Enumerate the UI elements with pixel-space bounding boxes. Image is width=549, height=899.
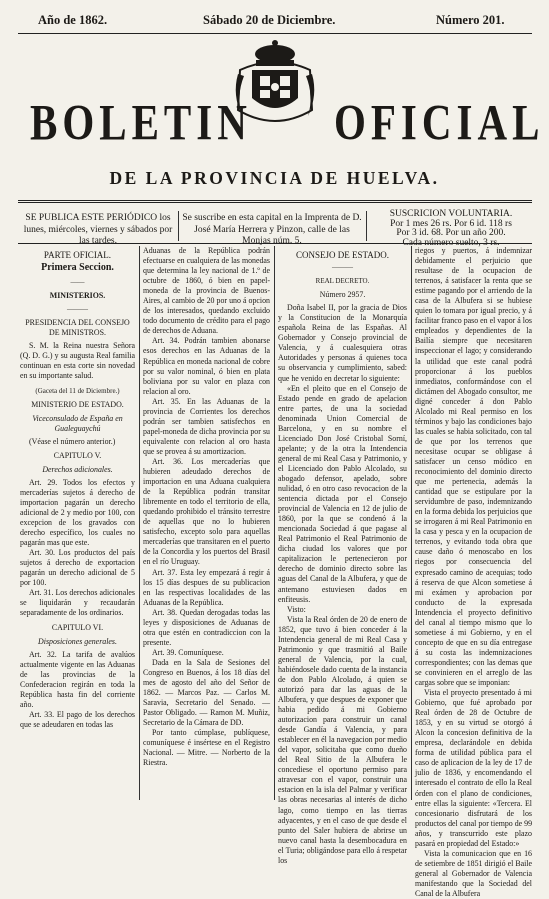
masthead-rule	[18, 200, 532, 203]
section-heading: Viceconsulado de España en Gualeguaychú	[32, 413, 123, 433]
separator: ———	[332, 263, 353, 272]
paragraph: Vista la comunicacion que en 16 de setiembre de 1851 dirigió el Baile general al Gobernador de Valencia manifestando que la Sociedad del Canal de la Albufera	[415, 848, 532, 898]
section-heading: PARTE OFICIAL.	[43, 250, 112, 260]
chapter-subtitle: Derechos adicionales.	[42, 464, 113, 474]
column-divider	[274, 246, 275, 800]
separator: ——	[70, 278, 85, 287]
paragraph: Art. 39. Comuníquese.	[152, 647, 224, 657]
column-divider	[411, 246, 412, 800]
column-divider	[139, 246, 140, 800]
column-2	[143, 246, 270, 800]
masthead-subtitle: DE LA PROVINCIA DE HUELVA.	[109, 168, 440, 188]
section-heading: PRESIDENCIA DEL CONSEJO DE MINISTROS.	[25, 318, 130, 338]
section-heading: CONSEJO DE ESTADO.	[295, 250, 390, 260]
subscription-address: Se suscribe en esta capital en la Imprenta de D. José María Herrera y Pinzon, calle de las Monjas núm. 5.	[182, 213, 362, 246]
issue-number: Número 201.	[436, 13, 505, 27]
paragraph: Aduanas de la República podrán efectuarse en cualquiera de las monedas que determina la ley nacional de 1.º de octubre de 1860, ó bien en papel-moneda de la provincia de Buenos-Aires, al cambio de 20 por uno á opcion de los interesados, quedando excluido todo documento de crédito para el pago de derechos de Aduana.	[143, 246, 270, 336]
paragraph: Art. 38. Quedan derogadas todas las leyes y disposiciones de Aduanas de otra que estén en contradiccion con la presente.	[143, 607, 270, 647]
section-heading: MINISTERIOS.	[49, 291, 106, 301]
paragraph: Dada en la Sala de Sesiones del Congreso en Buenos, á los 18 días del mes de agosto del año del Señor de 1862. — Marcos Paz. — Carlos M. Saravia, Secretario del Senado. — Pastor Obligado. — Ramon M. Muñiz, Secretario de la Cámara de DD.	[143, 657, 270, 728]
separator: ———	[67, 305, 88, 314]
column-1	[20, 246, 135, 800]
paragraph: Art. 30. Los productos del país sujetos á derecho de exportacion pagarán un derecho adicional de 5 por 100.	[20, 548, 135, 588]
price-line: Por 3 id. 68. Por un año 200.	[396, 228, 506, 238]
price-line: Cada número suelto, 3 rs.	[402, 237, 500, 248]
paragraph: Vista el proyecto presentado á mi Gobierno, que fué aprobado por Real órden de 28 de Octubre de 1853, y en su virtud se otorgó á Alcon la concesion definitiva de la empresa, declarándole en debida forma de utilidad pública para el caso de aplicacion de la ley de 17 de julio de 1836, y encomendando el interesado el contrato de ello la Real órden con el plano de condiciones, entre ellas la siguiente: «Tercera. El concesionario disfrutará de los productos del canal por tiempo de 99 años, y transcurrido este plazo pasará en propiedad del Estado:»	[415, 688, 533, 848]
column-3	[278, 246, 407, 865]
chapter-heading: CAPITULO V.	[53, 450, 102, 460]
prices-title: SUSCRICION VOLUNTARIA.	[389, 209, 513, 219]
paragraph: Art. 37. Esta ley empezará á regir á los 15 días despues de su publicacion en las respectivas localidades de las Aduanas de la República.	[143, 567, 270, 607]
section-heading: REAL DECRETO.	[315, 277, 370, 286]
paragraph: Art. 31. Los derechos adicionales se liquidarán y recaudarán separadamente de los ordinarios.	[20, 588, 135, 618]
info-divider	[366, 211, 367, 241]
paragraph: «En el pleito que en el Consejo de Estado pende en grado de apelacion entre partes, de una la sociedad denominada Union Comercial de Barcelona, y en su nombre el Licenciado Don José Cristobal Sorní, apelante; y de la otra la Intendencia general de mi Real Casa y Patrimonio, y el Licenciado don Pablo Alcolado, su abogado defensor, apelado, sobre nulidad, ó en otro caso revocacion de la sentencia dictada por el Consejo provincial de Valencia en 12 de julio de 1860, por la que se condenó á la mencionada Sociedad á que pagase al Real Patrimonio el Real Patrimonio de dicha ciudad los valores que por capitalizacion le pertenecieron por derecho de dominio directo sobre las aguas del Canal de la Albufera, y que de antemano estuviesen dados en enfiteusis.	[278, 383, 407, 604]
paragraph: Art. 29. Todos los efectos y mercaderías sujetos á derecho de importacion pagarán un derecho adicional de 2 y medio por 100, con excepcion de los gravados con derecho específico, los cuales no pagarán mas que este.	[20, 477, 135, 548]
paragraph: Vista la Real órden de 20 de enero de 1852, que tuvo á bien conceder á la Intendencia general de mi Real Casa y Patrimonio y que trasmitió al Baile general de Valencia, por la cual, habiéndosele dado cuenta de la instancia de don Pablo Alcolado, á quien se autorizó para dar las aguas de la Albufera, y que despues de exponer que habia pedido á mi Gobierno autorizacion para construir un canal desde Gandía á Valencia, y para establecer en él la navegacion por medio del vapor, solicitaba que como dueño del Real Sitio de la Albufera le concediese el oportuno permiso para atravesar con el vapor, construir una estacion en la isla del Palmar y verificar las obras necesarias al interés de dicho lago, como tiempo en las tierras adyacentes, y en el caso de que desde el punto del Saler hubiera de abrirse un nuevo canal hasta la desembocadura en el Turia; obligándose para ello á respetar los	[278, 614, 407, 865]
chapter-heading: CAPITULO VI.	[51, 622, 104, 632]
paragraph: Art. 35. En las Aduanas de la provincia de Corrientes los derechos podrán ser tambien satisfechos en papel-moneda de dicha provincia por su equivalente con relacion al oro hasta que se provea á su amortizacion.	[143, 396, 270, 456]
paragraph: riegos y puertos, á indemnizar debidamente el perjuicio que resultase de la ocupacion de terrenos, á satisfacer la renta que se estime pagando por el arriendo de la casa de la Albufera si se hubiese quien lo tomara por igual precio, y á facilitar franco paso en el vapor á los empleados y dependientes de la Bailía siempre que necesitaren inspeccionar el lago; y considerando la utilidad que este canal podrá proporcionar á los pueblos inmediatos, conformándose con el dictámen del Abogado consultor, me digné conceder á don Pablo Alcolado mi Real permiso en los términos y bajo las condiciones bajo las cuales se habia solicitado, con tal de que por los terrenos que necesitase ocupar se obligase á satisfacer un censo módico en reconocimiento del dominio directo que me pertenecia, además la cantidad que se estipulare por la servidumbre de paso, indemnizando en la forma debida los perjuicios que se irrogaren á mi Real Patrimonio en la casa y pesca y en la ocupacion de terrenos, y evitando toda obra que cause daño ó menoscabo en los riegos por consecuencia del expresado camino de acequias; todo á reserva de que Alcon sometiese á mi exámen y aprobacion por conducto de la expresada Intendencia el proyecto definitivo del canal al tiempo mismo que lo sometiese á mi Gobierno, y en el concepto de que en su día entregase á su costa las indemnizaciones correspondientes; con las demas que se convinieren en el arreglo de las cargas sobre que se imponian:	[415, 246, 532, 688]
paragraph: (Véase el número anterior.)	[29, 436, 116, 446]
column-4	[415, 246, 533, 898]
source-note: (Gaceta del 11 de Diciembre.)	[35, 386, 120, 395]
chapter-subtitle: Disposiciones generales.	[38, 636, 117, 646]
paragraph: Art. 34. Podrán tambien abonarse esos derechos en las Aduanas de la República en moneda nacional de cobre por su valor nominal, ó bien en plata boliviana por su valor en plaza con relacion al oro.	[143, 336, 270, 396]
issue-year: Año de 1862.	[38, 13, 108, 27]
section-heading: Primera Seccion.	[41, 262, 114, 274]
info-rule	[18, 243, 532, 244]
top-rule	[18, 33, 532, 34]
info-divider	[178, 211, 179, 241]
section-heading: Número 2957.	[319, 290, 366, 300]
publication-schedule: SE PUBLICA ESTE PERIÓDICO los lunes, miércoles, viernes y sábados por las tardes.	[23, 213, 173, 246]
paragraph: S. M. la Reina nuestra Señora (Q. D. G.) y su augusta Real familia continuan en esta corte sin novedad en su importante salud.	[20, 341, 135, 381]
section-heading: MINISTERIO DE ESTADO.	[31, 399, 124, 409]
masthead-title-left: BOLETIN	[30, 93, 252, 151]
masthead-title-right: OFICIAL	[334, 93, 545, 151]
paragraph: Visto:	[287, 604, 306, 614]
price-line: Por 1 mes 26 rs. Por 6 id. 118 rs	[390, 218, 512, 229]
paragraph: Art. 33. El pago de los derechos que se adeudaren en todas las	[20, 709, 135, 729]
issue-date: Sábado 20 de Diciembre.	[203, 13, 336, 27]
paragraph: Doña Isabel II, por la gracia de Dios y la Constitucion de la Monarquía española Reina de las Españas. Al Gobernador y Consejo provincial de Valencia, y á cualesquiera otras Autoridades y personas á quienes toca su observancia y cumplimiento, sabed: que he venido en decretar lo siguiente:	[278, 303, 407, 383]
paragraph: Art. 36. Los mercaderías que hubieren adeudado derechos de importacion en una Aduana cualquiera de la República podrán transitar libremente en todo el territorio de ella, quedando prohibido el tránsito terrestre de aquellas que no lo hubieren satisfecho, excepto solo para aquellas mercaderías que transitaren en el puerto de la Concordia y los puertos del Brasil en el río Uruguay.	[143, 456, 270, 567]
paragraph: Por tanto cúmplase, publíquese, comuníquese é insértese en el Registro Nacional. — Mitre. — Norberto de la Riestra.	[143, 728, 270, 768]
paragraph: Art. 32. La tarifa de avalúos actualmente vigente en las Aduanas de las provincias de la Confederacion regirán en toda la República hasta fin del corriente año.	[20, 649, 135, 709]
